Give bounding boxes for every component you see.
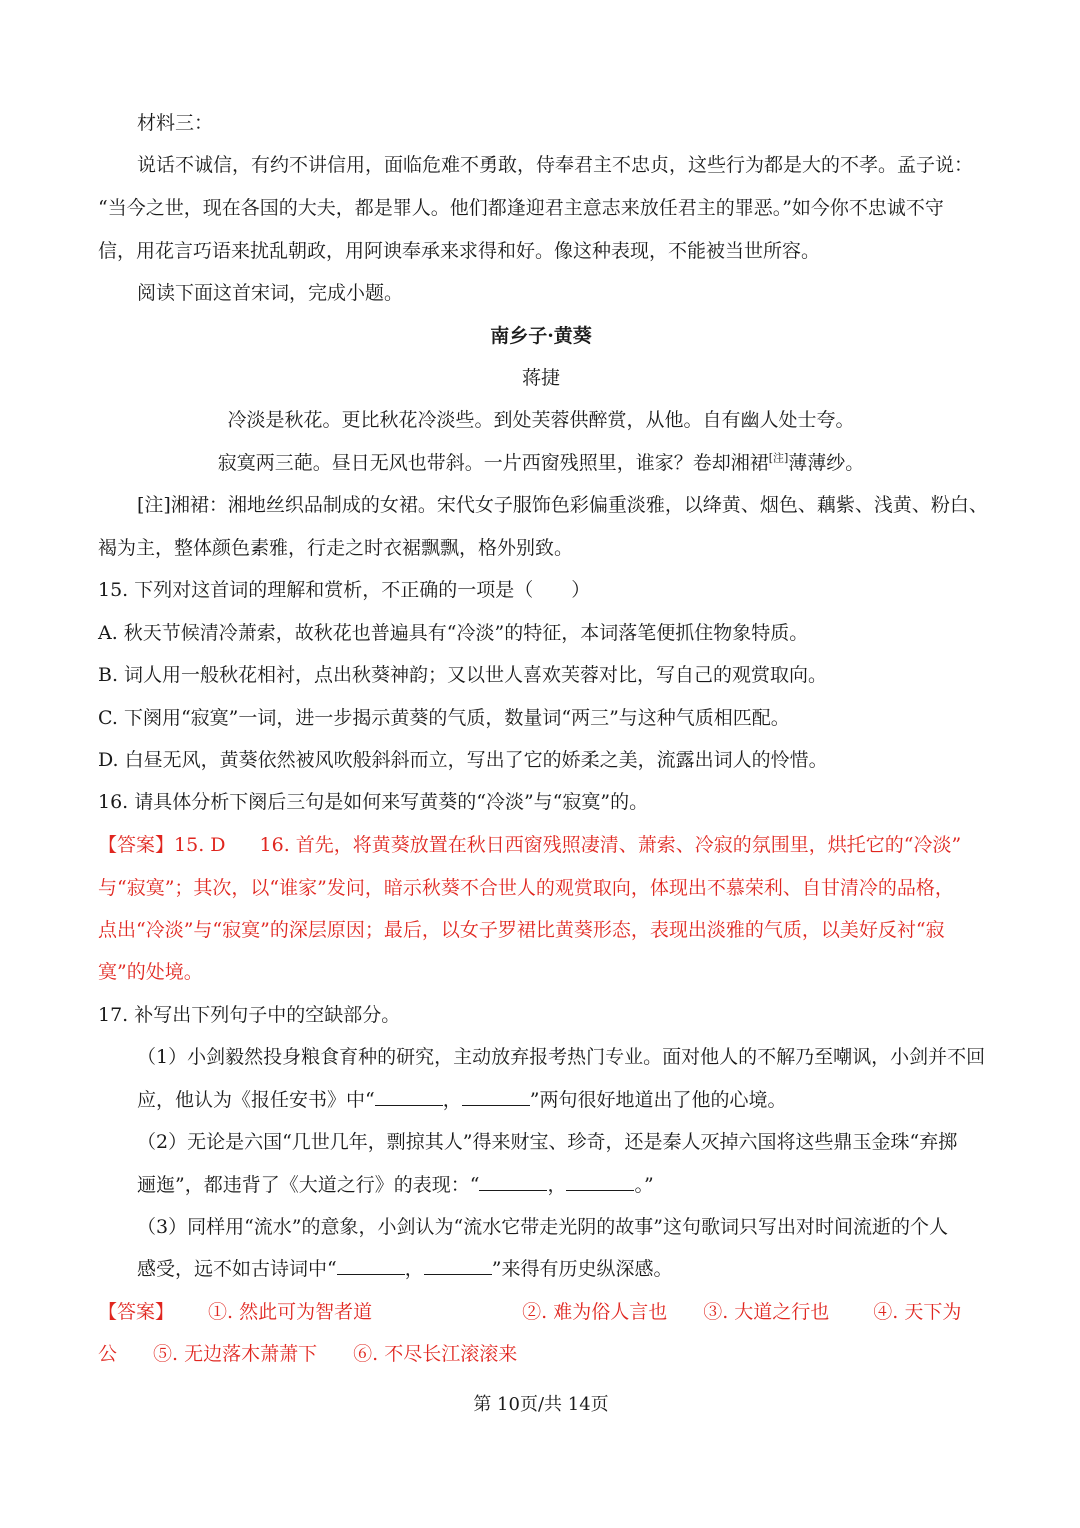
poem-author: 蒋捷 — [521, 367, 560, 389]
poem-line-1: 冷淡是秋花。更比秋花冷淡些。到处芙蓉供醉赏，从他。自有幽人处士夸。 — [227, 409, 855, 431]
answer-1-line-4: 寞”的处境。 — [98, 961, 203, 983]
answer-15: 15. D — [174, 834, 226, 856]
answer-label: 【答案】 — [98, 1301, 175, 1323]
item-2-text-b: 。” — [634, 1174, 654, 1196]
answer-17-5: ⑤. 无边落木萧萧下 — [153, 1343, 318, 1365]
question-15-option-b: B. 词人用一般秋花相衬，点出秋葵神韵；又以世人喜欢芙蓉对比，写自己的观赏取向。 — [98, 664, 828, 686]
answer-17-3: ③. 大道之行也 — [703, 1301, 830, 1323]
item-3-text-a: 感受，远不如古诗词中“ — [137, 1258, 337, 1280]
answer-blank[interactable] — [375, 1089, 443, 1106]
answer-blank[interactable] — [424, 1258, 492, 1275]
material-line-3: 信，用花言巧语来扰乱朝政，用阿谀奉承来求得和好。像这种表现，不能被当世所容。 — [98, 240, 821, 262]
question-15-option-d: D. 白昼无风，黄葵依然被风吹般斜斜而立，写出了它的娇柔之美，流露出词人的怜惜。 — [98, 749, 828, 771]
comma: ， — [442, 1089, 462, 1111]
item-3-text-b: ”来得有历史纵深感。 — [491, 1258, 673, 1280]
note-marker: [注] — [768, 451, 789, 465]
poem-line-2-part-a: 寂寞两三葩。昼日无风也带斜。一片西窗残照里，谁家？卷却湘裙 — [217, 452, 769, 474]
item-1-text-a: 应，他认为《报任安书》中“ — [137, 1089, 375, 1111]
question-17-item-1-line-1: （1）小剑毅然投身粮食育种的研究，主动放弃报考热门专业。面对他人的不解乃至嘲讽，小剑并不回 — [137, 1046, 986, 1068]
question-17-item-1-line-2 — [137, 1085, 984, 1115]
answer-16-part-1: 16. 首先，将黄葵放置在秋日西窗残照凄清、萧索、冷寂的氛围里，烘托它的“冷淡” — [259, 834, 962, 856]
material-line-2: “当今之世，现在各国的大夫，都是罪人。他们都逢迎君主意志来放任君主的罪恶。”如今你不忠诚不守 — [98, 197, 944, 219]
poem-line-2-part-b: 薄薄纱。 — [788, 452, 865, 474]
note-line-2: 褐为主，整体颜色素雅，行走之时衣裾飘飘，格外别致。 — [98, 537, 574, 559]
material-heading: 材料三： — [137, 112, 214, 134]
question-17-item-2-line-1: （2）无论是六国“几世几年，剽掠其人”得来财宝、珍奇，还是秦人灭掉六国将这些鼎玉金珠“弃掷 — [137, 1131, 958, 1153]
answer-17-4-cont: 公 — [98, 1343, 118, 1365]
comma: ， — [404, 1258, 424, 1280]
page-footer: 第 10页/共 14页 — [473, 1394, 609, 1415]
question-17-item-2-line-2 — [137, 1170, 984, 1200]
answer-label: 【答案】 — [98, 834, 175, 856]
note-line-1: [注]湘裙：湘地丝织品制成的女裙。宋代女子服饰色彩偏重淡雅，以绛黄、烟色、藕紫、浅黄、粉白、 — [137, 494, 988, 516]
question-16-stem: 16. 请具体分析下阕后三句是如何来写黄葵的“冷淡”与“寂寞”的。 — [98, 791, 649, 813]
answer-1-line-2: 与“寂寞”；其次，以“谁家”发问，暗示秋葵不合世人的观赏取向，体现出不慕荣利、自甘清冷的品格， — [98, 877, 954, 899]
answer-blank[interactable] — [462, 1089, 530, 1106]
answer-17-1: ①. 然此可为智者道 — [208, 1301, 373, 1323]
answer-blank[interactable] — [337, 1258, 405, 1275]
comma: ， — [547, 1174, 567, 1196]
question-17-stem: 17. 补写出下列句子中的空缺部分。 — [98, 1004, 401, 1026]
question-15-option-a: A. 秋天节候清冷萧索，故秋花也普遍具有“冷淡”的特征，本词落笔便抓住物象特质。 — [98, 622, 809, 644]
question-15-option-c: C. 下阕用“寂寞”一词，进一步揭示黄葵的气质，数量词“两三”与这种气质相匹配。 — [98, 707, 790, 729]
question-15-stem: 15. 下列对这首词的理解和赏析，不正确的一项是（ ） — [98, 579, 591, 601]
answer-17-6: ⑥. 不尽长江滚滚来 — [353, 1343, 518, 1365]
item-2-text-a: 逦迤”，都违背了《大道之行》的表现：“ — [137, 1174, 480, 1196]
question-17-item-3-line-2 — [137, 1254, 984, 1284]
poem-line-2 — [98, 448, 984, 478]
poem-title: 南乡子·黄葵 — [490, 325, 592, 347]
answer-blank[interactable] — [566, 1174, 634, 1191]
item-1-text-b: ”两句很好地道出了他的心境。 — [529, 1089, 787, 1111]
reading-instruction: 阅读下面这首宋词，完成小题。 — [137, 282, 404, 304]
material-line-1: 说话不诚信，有约不讲信用，面临危难不勇敢，侍奉君主不忠贞，这些行为都是大的不孝。孟子说： — [137, 154, 974, 176]
answer-2-line-2 — [98, 1339, 984, 1369]
answer-blank[interactable] — [479, 1174, 547, 1191]
answer-17-2: ②. 难为俗人言也 — [522, 1301, 668, 1323]
answer-1-line-3: 点出“冷淡”与“寂寞”的深层原因；最后，以女子罗裙比黄葵形态，表现出淡雅的气质，以美好反衬“寂 — [98, 919, 945, 941]
question-17-item-3-line-1: （3）同样用“流水”的意象，小剑认为“流水它带走光阴的故事”这句歌词只写出对时间流逝的个人 — [137, 1216, 948, 1238]
answer-1-line-1 — [98, 830, 984, 860]
answer-17-4: ④. 天下为 — [873, 1301, 962, 1323]
answer-2-line-1 — [98, 1297, 984, 1327]
